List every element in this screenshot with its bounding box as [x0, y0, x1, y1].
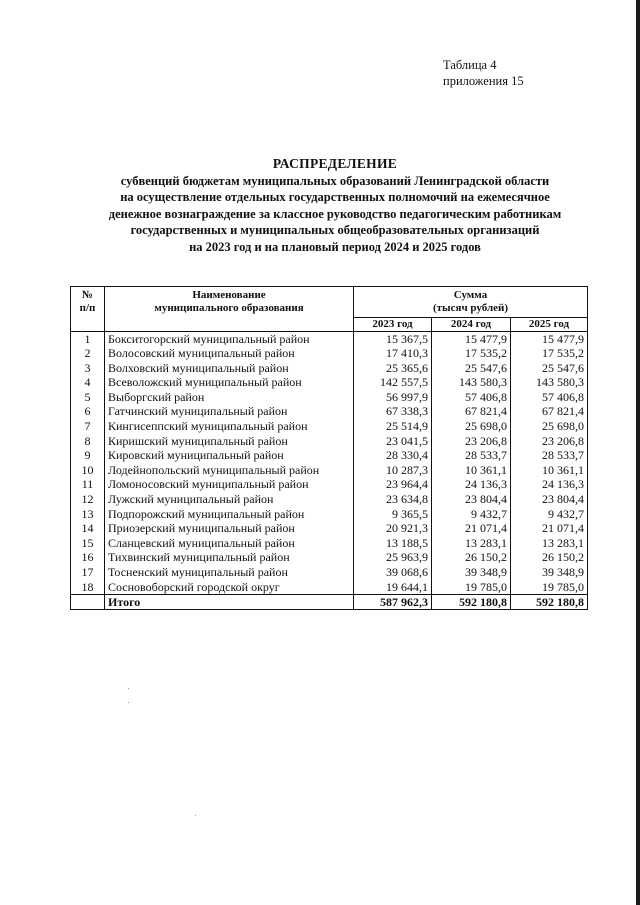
amount-2023: 10 287,3	[354, 463, 432, 478]
appendix-number: приложения 15	[443, 73, 524, 88]
amount-2025: 21 071,4	[511, 521, 588, 536]
title-line: денежное вознаграждение за классное руководство педагогическим работникам	[108, 206, 562, 221]
amount-2025: 143 580,3	[511, 375, 588, 390]
amount-2024: 10 361,1	[432, 463, 511, 478]
header-year-2024: 2024 год	[432, 318, 511, 332]
table-row	[71, 419, 588, 434]
amount-2023: 15 367,5	[354, 331, 432, 346]
amount-2025: 57 406,8	[511, 390, 588, 405]
amount-2024: 28 533,7	[432, 448, 511, 463]
header-number	[71, 287, 105, 332]
title-line: на 2023 год и на плановый период 2024 и 2025 годов	[189, 239, 481, 254]
amount-2025: 25 547,6	[511, 361, 588, 376]
amount-2024: 9 432,7	[432, 507, 511, 522]
title-line: субвенций бюджетам муниципальных образований Ленинградской области	[120, 173, 550, 188]
amount-2025: 9 432,7	[511, 507, 588, 522]
row-number: 6	[71, 404, 105, 419]
table-row	[71, 507, 588, 522]
table-row	[71, 536, 588, 551]
amount-2023: 25 963,9	[354, 550, 432, 565]
table-row	[71, 463, 588, 478]
amount-2024: 39 348,9	[432, 565, 511, 580]
amount-2025: 26 150,2	[511, 550, 588, 565]
amount-2024: 25 547,6	[432, 361, 511, 376]
table-row	[71, 477, 588, 492]
amount-2025: 39 348,9	[511, 565, 588, 580]
total-2023: 587 962,3	[354, 595, 432, 610]
amount-2025: 19 785,0	[511, 580, 588, 595]
table-row	[71, 361, 588, 376]
amount-2024: 25 698,0	[432, 419, 511, 434]
row-number: 15	[71, 536, 105, 551]
table-row	[71, 448, 588, 463]
title-line: на осуществление отдельных государственных полномочий на ежемесячное	[120, 190, 550, 205]
row-number: 13	[71, 507, 105, 522]
amount-2025: 17 535,2	[511, 346, 588, 361]
row-number: 1	[71, 331, 105, 346]
municipality-name: Всеволожский муниципальный район	[105, 375, 354, 390]
row-number: 16	[71, 550, 105, 565]
amount-2024: 57 406,8	[432, 390, 511, 405]
title-main: РАСПРЕДЕЛЕНИЕ	[272, 156, 398, 171]
amount-2025: 67 821,4	[511, 404, 588, 419]
table-row	[71, 492, 588, 507]
amount-2023: 13 188,5	[354, 536, 432, 551]
amount-2025: 23 804,4	[511, 492, 588, 507]
amount-2025: 28 533,7	[511, 448, 588, 463]
header-sum-label: Сумма	[453, 289, 488, 301]
total-number-cell	[71, 595, 105, 610]
municipality-name: Волховский муниципальный район	[105, 361, 354, 376]
amount-2023: 25 514,9	[354, 419, 432, 434]
row-number: 9	[71, 448, 105, 463]
amount-2024: 19 785,0	[432, 580, 511, 595]
amount-2023: 28 330,4	[354, 448, 432, 463]
amount-2023: 67 338,3	[354, 404, 432, 419]
amount-2024: 21 071,4	[432, 521, 511, 536]
municipality-name: Подпорожский муниципальный район	[105, 507, 354, 522]
amount-2025: 13 283,1	[511, 536, 588, 551]
municipality-name: Бокситогорский муниципальный район	[105, 331, 354, 346]
table-row	[71, 521, 588, 536]
municipality-name: Ломоносовский муниципальный район	[105, 477, 354, 492]
row-number: 8	[71, 434, 105, 449]
amount-2024: 15 477,9	[432, 331, 511, 346]
table-row	[71, 404, 588, 419]
table-reference	[443, 58, 524, 89]
municipality-name: Приозерский муниципальный район	[105, 521, 354, 536]
amount-2024: 23 804,4	[432, 492, 511, 507]
scan-edge	[636, 0, 640, 905]
amount-2025: 23 206,8	[511, 434, 588, 449]
amount-2023: 142 557,5	[354, 375, 432, 390]
amount-2023: 23 634,8	[354, 492, 432, 507]
row-number: 3	[71, 361, 105, 376]
amount-2023: 9 365,5	[354, 507, 432, 522]
amount-2023: 23 041,5	[354, 434, 432, 449]
amount-2023: 17 410,3	[354, 346, 432, 361]
amount-2024: 143 580,3	[432, 375, 511, 390]
municipality-name: Лужский муниципальный район	[105, 492, 354, 507]
table-row	[71, 565, 588, 580]
amount-2025: 10 361,1	[511, 463, 588, 478]
distribution-table	[70, 286, 588, 610]
table-number: Таблица 4	[443, 58, 497, 72]
table-row	[71, 375, 588, 390]
table-row	[71, 346, 588, 361]
total-row	[71, 595, 588, 610]
row-number: 17	[71, 565, 105, 580]
amount-2023: 20 921,3	[354, 521, 432, 536]
total-2025: 592 180,8	[511, 595, 588, 610]
municipality-name: Кингисеппский муниципальный район	[105, 419, 354, 434]
municipality-name: Лодейнопольский муниципальный район	[105, 463, 354, 478]
header-year-2023: 2023 год	[354, 318, 432, 332]
header-name-line2: муниципального образования	[154, 301, 304, 314]
row-number: 4	[71, 375, 105, 390]
municipality-name: Тосненский муниципальный район	[105, 565, 354, 580]
municipality-name: Гатчинский муниципальный район	[105, 404, 354, 419]
row-number: 14	[71, 521, 105, 536]
table-row	[71, 331, 588, 346]
total-2024: 592 180,8	[432, 595, 511, 610]
municipality-name: Кировский муниципальный район	[105, 448, 354, 463]
row-number: 12	[71, 492, 105, 507]
header-name-line1: Наименование	[192, 289, 266, 301]
municipality-name: Сосновоборский городской округ	[105, 580, 354, 595]
header-sum	[354, 287, 588, 318]
table-row	[71, 434, 588, 449]
amount-2023: 23 964,4	[354, 477, 432, 492]
amount-2024: 67 821,4	[432, 404, 511, 419]
amount-2025: 15 477,9	[511, 331, 588, 346]
amount-2023: 56 997,9	[354, 390, 432, 405]
row-number: 11	[71, 477, 105, 492]
header-year-2025: 2025 год	[511, 318, 588, 332]
document-title	[60, 156, 610, 256]
table-row	[71, 390, 588, 405]
row-number: 18	[71, 580, 105, 595]
municipality-name: Сланцевский муниципальный район	[105, 536, 354, 551]
municipality-name: Волосовский муниципальный район	[105, 346, 354, 361]
header-number-symbol: №	[81, 289, 94, 301]
row-number: 2	[71, 346, 105, 361]
row-number: 5	[71, 390, 105, 405]
amount-2023: 25 365,6	[354, 361, 432, 376]
header-name	[105, 287, 354, 332]
amount-2024: 24 136,3	[432, 477, 511, 492]
table-row	[71, 580, 588, 595]
municipality-name: Выборгский район	[105, 390, 354, 405]
row-number: 7	[71, 419, 105, 434]
amount-2024: 26 150,2	[432, 550, 511, 565]
header-number-abbr: п/п	[79, 301, 96, 314]
amount-2025: 24 136,3	[511, 477, 588, 492]
amount-2024: 17 535,2	[432, 346, 511, 361]
table-row	[71, 550, 588, 565]
amount-2023: 39 068,6	[354, 565, 432, 580]
row-number: 10	[71, 463, 105, 478]
municipality-name: Тихвинский муниципальный район	[105, 550, 354, 565]
municipality-name: Киришский муниципальный район	[105, 434, 354, 449]
amount-2024: 13 283,1	[432, 536, 511, 551]
amount-2024: 23 206,8	[432, 434, 511, 449]
total-label: Итого	[105, 595, 354, 610]
amount-2023: 19 644,1	[354, 580, 432, 595]
amount-2025: 25 698,0	[511, 419, 588, 434]
title-line: государственных и муниципальных общеобразовательных организаций	[130, 223, 540, 238]
header-sum-units: (тысяч рублей)	[432, 301, 509, 314]
